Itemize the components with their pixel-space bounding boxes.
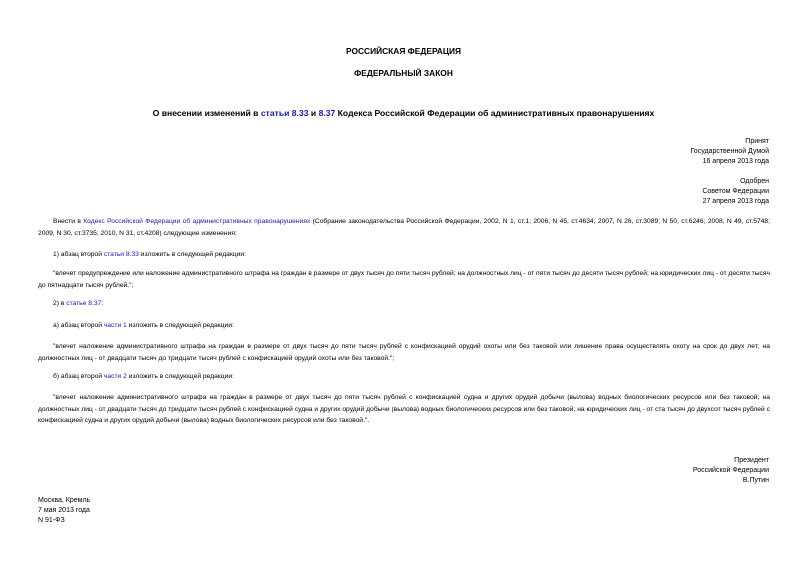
adopted-line-1: Принят	[745, 138, 769, 145]
item-2a-post: изложить в следующей редакции:	[126, 322, 234, 329]
adopted-block	[690, 137, 769, 167]
item-2-post: :	[101, 300, 104, 307]
document-title	[0, 108, 807, 118]
adopted-line-2: Государственной Думой	[690, 148, 769, 155]
item-1-link[interactable]: статьи 8.33	[103, 251, 139, 258]
item-2	[53, 300, 103, 307]
item-2-link[interactable]: статье 8.37	[66, 300, 102, 307]
item-2a	[53, 322, 234, 329]
title-and: и	[308, 108, 319, 118]
signature-block	[693, 456, 769, 486]
approved-line-2: Советом Федерации	[702, 188, 769, 195]
item-2b	[53, 373, 234, 380]
approved-block	[702, 177, 769, 207]
item-2a-pre: а) абзац второй	[53, 322, 104, 329]
item-1-pre: 1) абзац второй	[53, 251, 104, 258]
title-link-article-833[interactable]: статьи 8.33	[260, 108, 309, 118]
item-1-post: изложить в следующей редакции:	[138, 251, 246, 258]
item-2b-post: изложить в следующей редакции:	[126, 373, 234, 380]
item-2b-link[interactable]: части 2	[103, 373, 127, 380]
intro-paragraph	[38, 216, 770, 239]
quote-3: "влечет наложение административного штрафа на граждан в размере от двух тысяч до пяти тысяч рублей с конфискацией судна и других орудий добычи (вылова) водных биологических ресурсов или без таковой; на должностных лиц - от двадцати тысяч до тридцати тысяч рублей с конфискацией судна и других орудий добычи (вылова) водных биологических ресурсов или без таковой; на юридических лиц - от ста тысяч до двухсот тысяч рублей с конфискацией судна и других орудий добычи (вылова) водных биологических ресурсов или без таковой.".	[38, 394, 770, 425]
quote-2: "влечет наложение административного штрафа на граждан в размере от двух тысяч до пяти тысяч рублей с конфискацией орудий охоты или без таковой или лишение права осуществлять охоту на срок до двух лет; на должностных лиц - от двадцати тысяч до тридцати тысяч рублей с конфискацией орудий охоты или без таковой.";	[38, 343, 770, 362]
approved-line-1: Одобрен	[740, 178, 769, 185]
intro-link-code[interactable]: Кодекс Российской Федерации об административных правонарушениях	[83, 218, 311, 225]
signature-line-2: Российской Федерации	[692, 467, 769, 474]
signature-line-1: Президент	[734, 457, 769, 464]
signature-line-3: В.Путин	[742, 477, 769, 484]
item-2-pre: 2) в	[53, 300, 67, 307]
title-suffix: Кодекса Российской Федерации об административных правонарушениях	[335, 108, 655, 118]
intro-pre: Внести в	[53, 218, 84, 225]
law-number: N 91-ФЗ	[38, 517, 65, 524]
item-1	[53, 251, 246, 258]
item-2a-link[interactable]: части 1	[103, 322, 127, 329]
intro-post: (Собрание законодательства Российской Федерации, 2002, N 1, ст.1; 2006, N 45, ст.4634; 2007, N 26, ст.3089; N 50, ст.6246; 2008, N 49, ст.5748; 2009, N 30, ст.3735; 2010, N 31, ст.4208) следующие изменения:	[38, 218, 770, 237]
title-link-article-837[interactable]: 8.37	[318, 108, 336, 118]
quote-1: "влечет предупреждение или наложение административного штрафа на граждан в размере от двух тысяч до пяти тысяч рублей; на должностных лиц - от пяти тысяч до десяти тысяч рублей; на юридических лиц - от десяти тысяч до пятнадцати тысяч рублей.";	[38, 270, 770, 289]
adopted-line-3: 16 апреля 2013 года	[702, 158, 769, 165]
place-date-block	[38, 496, 90, 526]
title-prefix: О внесении изменений в	[152, 108, 261, 118]
date-line: 7 мая 2013 года	[38, 507, 90, 514]
place-line: Москва, Кремль	[38, 497, 91, 504]
header-doc-type: ФЕДЕРАЛЬНЫЙ ЗАКОН	[354, 68, 453, 78]
approved-line-3: 27 апреля 2013 года	[702, 198, 769, 205]
item-2b-pre: б) абзац второй	[53, 373, 104, 380]
header-country: РОССИЙСКАЯ ФЕДЕРАЦИЯ	[345, 46, 462, 56]
